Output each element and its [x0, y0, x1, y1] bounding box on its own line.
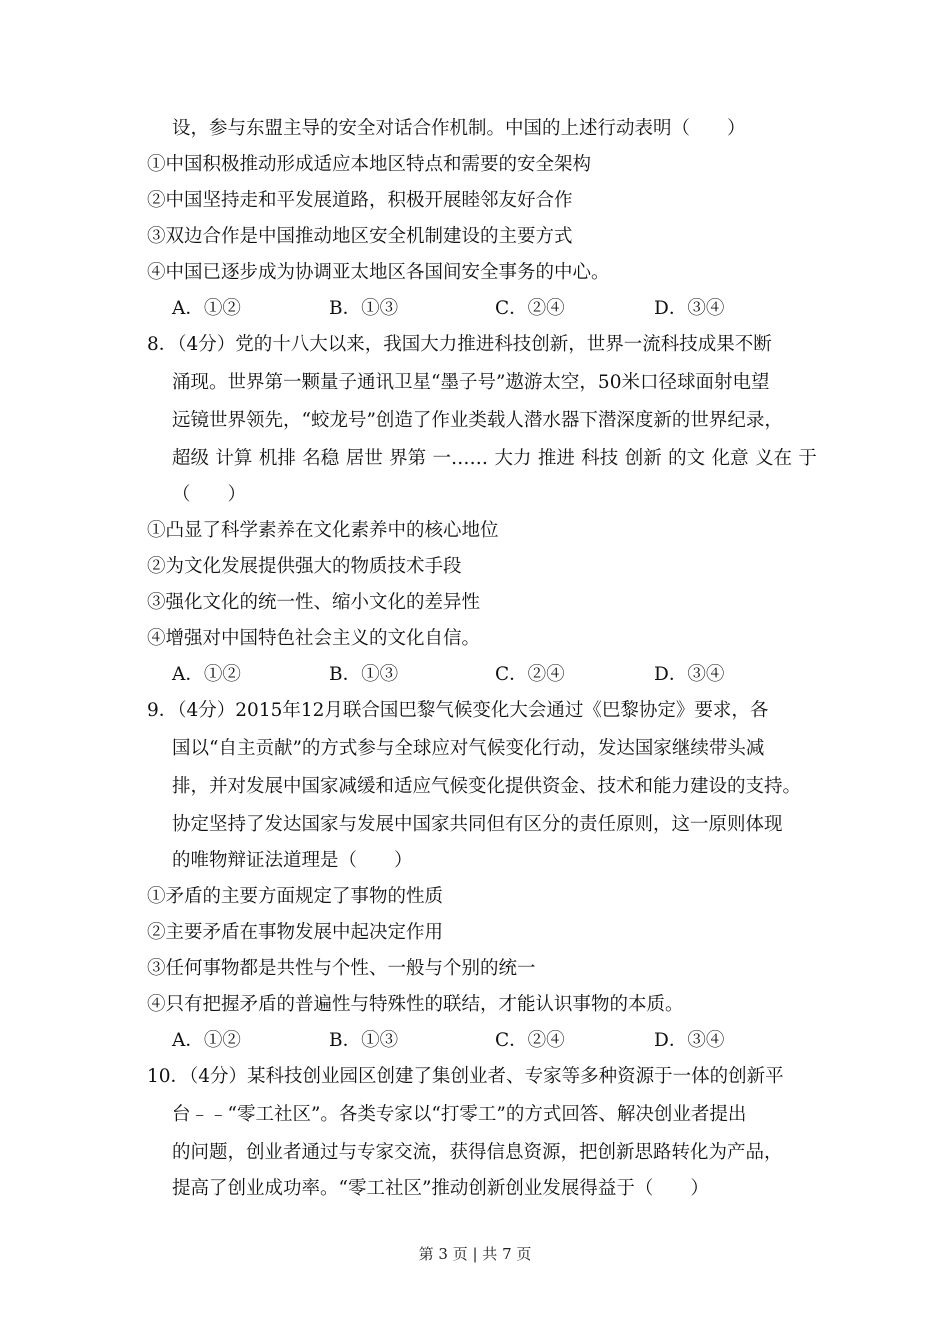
q8-option-4: ④增强对中国特色社会主义的文化自信。 [147, 628, 481, 649]
q7-choice-a: A．①② [172, 298, 241, 319]
q8-line4-part: 创新 [624, 448, 662, 469]
q8-line4-part: 居世 [345, 448, 383, 469]
q8-line4-part: 大力 [494, 448, 532, 469]
q8-answer-choices [172, 663, 792, 687]
q8-line4-part: 超级 [172, 448, 210, 469]
q8-line4-part: 义在 [754, 448, 792, 469]
q9-stem-line-4: 协定坚持了发达国家与发展中国家共同但有区分的责任原则，这一原则体现 [172, 814, 783, 835]
q8-choice-b: B．①③ [329, 664, 399, 685]
q8-line4-part: 机排 [258, 448, 296, 469]
q9-option-2: ②主要矛盾在事物发展中起决定作用 [147, 922, 444, 943]
q8-option-3: ③强化文化的统一性、缩小文化的差异性 [147, 592, 481, 613]
q8-choice-c: C．②④ [495, 664, 565, 685]
q7-option-3: ③双边合作是中国推动地区安全机制建设的主要方式 [147, 226, 573, 247]
q8-line4-part: 一…… [432, 448, 489, 469]
q10-stem-line-2: 台﹣﹣“零工社区”。各类专家以“打零工”的方式回答、解决创业者提出 [172, 1104, 747, 1125]
q8-stem-line-1: 8．（4分）党的十八大以来，我国大力推进科技创新，世界一流科技成果不断 [147, 334, 772, 355]
q8-line4-part: 化意 [711, 448, 749, 469]
q8-stem-line-2: 涌现。世界第一颗量子通讯卫星“墨子号”遨游太空，50米口径球面射电望 [172, 372, 770, 393]
q7-choice-b: B．①③ [329, 298, 399, 319]
q9-choice-a: A．①② [172, 1030, 241, 1051]
q7-option-4: ④中国已逐步成为协调亚太地区各国间安全事务的中心。 [147, 262, 610, 283]
q8-line4-part: 科技 [581, 448, 619, 469]
q9-stem-line-3: 排，并对发展中国家减缓和适应气候变化提供资金、技术和能力建设的支持。 [172, 776, 802, 797]
q8-line4-part: 计算 [215, 448, 253, 469]
q7-stem-tail: 设，参与东盟主导的安全对话合作机制。中国的上述行动表明（ ） [172, 118, 746, 139]
q9-stem-line-1: 9．（4分）2015年12月联合国巴黎气候变化大会通过《巴黎协定》要求，各 [147, 700, 769, 721]
q8-option-2: ②为文化发展提供强大的物质技术手段 [147, 556, 462, 577]
q9-option-1: ①矛盾的主要方面规定了事物的性质 [147, 886, 444, 907]
q9-choice-d: D．③④ [654, 1030, 725, 1051]
q10-stem-line-3: 的问题，创业者通过与专家交流，获得信息资源，把创新思路转化为产品， [172, 1142, 783, 1163]
q7-choice-c: C．②④ [495, 298, 565, 319]
q9-answer-choices [172, 1029, 792, 1053]
q8-line4-part: 于 [798, 448, 817, 469]
q8-stem-line-4 [172, 447, 817, 471]
q9-option-3: ③任何事物都是共性与个性、一般与个别的统一 [147, 958, 536, 979]
q9-stem-line-2: 国以“自主贡献”的方式参与全球应对气候变化行动，发达国家继续带头减 [172, 738, 765, 759]
q8-line4-part: 名稳 [302, 448, 340, 469]
q8-stem-line-5: （ ） [172, 484, 247, 505]
q8-line4-part: 推进 [537, 448, 575, 469]
q10-stem-line-4: 提高了创业成功率。“零工社区”推动创新创业发展得益于（ ） [172, 1178, 709, 1199]
q7-choice-d: D．③④ [654, 298, 725, 319]
q9-choice-b: B．①③ [329, 1030, 399, 1051]
q9-stem-line-5: 的唯物辩证法道理是（ ） [172, 850, 413, 871]
page-footer: 第 3 页 | 共 7 页 [418, 1245, 532, 1263]
q7-option-2: ②中国坚持走和平发展道路，积极开展睦邻友好合作 [147, 190, 573, 211]
q8-choice-a: A．①② [172, 664, 241, 685]
q9-option-4: ④只有把握矛盾的普遍性与特殊性的联结，才能认识事物的本质。 [147, 994, 684, 1015]
q9-choice-c: C．②④ [495, 1030, 565, 1051]
q8-stem-line-3: 远镜世界领先，“蛟龙号”创造了作业类载人潜水器下潜深度新的世界纪录， [172, 410, 783, 431]
q7-option-1: ①中国积极推动形成适应本地区特点和需要的安全架构 [147, 154, 592, 175]
q8-line4-part: 的文 [668, 448, 706, 469]
q10-stem-line-1: 10．（4分）某科技创业园区创建了集创业者、专家等多种资源于一体的创新平 [147, 1066, 784, 1087]
q7-answer-choices [172, 297, 792, 321]
q8-option-1: ①凸显了科学素养在文化素养中的核心地位 [147, 520, 499, 541]
q8-choice-d: D．③④ [654, 664, 725, 685]
q8-line4-part: 界第 [389, 448, 427, 469]
